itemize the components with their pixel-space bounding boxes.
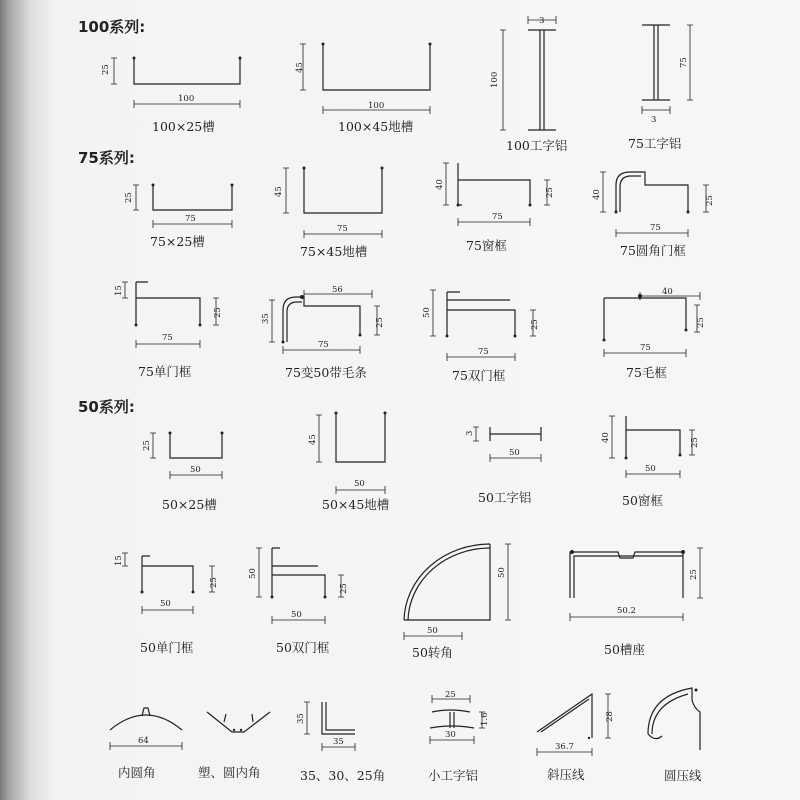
dim-label: 64 <box>138 736 149 746</box>
dim-label: 50 <box>354 479 365 489</box>
dim-label: 50 <box>645 464 656 474</box>
dim-label: 40 <box>592 189 602 200</box>
caption-50x45-floor-channel: 50×45地槽 <box>322 497 390 512</box>
profile-round-press-line <box>648 688 700 750</box>
profile-100x25-channel <box>111 57 242 109</box>
dim-label: 35 <box>261 313 271 324</box>
profile-75x25-channel <box>133 184 234 229</box>
dim-label: 75 <box>492 212 503 222</box>
dim-label: 3 <box>465 430 475 436</box>
dim-label: 75 <box>640 343 651 353</box>
dim-label: 75 <box>318 340 329 350</box>
dim-label: 45 <box>274 186 284 197</box>
dim-label: 40 <box>662 287 673 297</box>
caption-50-single-door-frame: 50单门框 <box>140 640 194 655</box>
dim-label: 36.7 <box>555 742 574 752</box>
dim-label: 75 <box>162 333 173 343</box>
dim-label: 25 <box>213 307 223 318</box>
dim-label: 25 <box>101 64 111 75</box>
dim-label: 75 <box>478 347 489 357</box>
dim-label: 25 <box>689 569 699 580</box>
caption-75x25-channel: 75×25槽 <box>150 234 205 249</box>
profile-75x45-floor-channel <box>283 167 384 239</box>
caption-35-30-25-angle: 35、30、25角 <box>300 768 386 783</box>
caption-50-window-frame: 50窗框 <box>622 493 663 508</box>
dim-label: 50 <box>190 465 201 475</box>
dim-label: 25 <box>696 317 706 328</box>
caption-75-to-50-brush-strip: 75变50带毛条 <box>285 365 367 380</box>
dim-label: 45 <box>295 62 305 73</box>
profile-diagonal-press-line <box>537 694 611 756</box>
dim-label: 25 <box>445 690 456 700</box>
dim-label: 25 <box>375 317 385 328</box>
caption-75-brush-frame: 75毛框 <box>626 365 667 380</box>
caption-small-i-beam: 小工字铝 <box>428 768 479 783</box>
dim-label: 30 <box>445 730 456 740</box>
dim-label: 100 <box>490 71 500 88</box>
dim-label: 1.6 <box>480 712 490 726</box>
dim-label: 25 <box>209 577 219 588</box>
dim-label: 50 <box>160 599 171 609</box>
profile-100x45-floor-channel <box>300 43 432 115</box>
profile-50x25-channel <box>150 432 224 480</box>
profile-50-corner <box>404 544 511 640</box>
profile-35-30-25-angle <box>304 702 355 751</box>
dim-label: 25 <box>530 319 540 330</box>
caption-75-single-door-frame: 75单门框 <box>138 364 192 379</box>
profile-50-channel-seat <box>570 548 703 621</box>
caption-plastic-round-inner-corner: 塑、圆内角 <box>198 765 261 780</box>
dim-label: 75 <box>185 214 196 224</box>
caption-50-corner: 50转角 <box>412 645 453 660</box>
dim-label: 25 <box>339 583 349 594</box>
dim-label: 25 <box>124 192 134 203</box>
profile-75-brush-frame <box>603 292 701 357</box>
caption-50-channel-seat: 50槽座 <box>604 642 645 657</box>
caption-75-rounded-door-frame: 75圆角门框 <box>620 243 686 258</box>
dim-label: 25 <box>545 187 555 198</box>
dim-label: 50 <box>427 626 438 636</box>
profile-plastic-round-inner-corner <box>207 712 270 732</box>
dim-label: 35 <box>333 737 344 747</box>
caption-100-i-beam: 100工字铝 <box>506 138 568 153</box>
dim-label: 50 <box>422 307 432 318</box>
dim-label: 25 <box>142 440 152 451</box>
dim-label: 56 <box>332 285 343 295</box>
caption-100x25-channel: 100×25槽 <box>152 119 215 134</box>
dim-label: 3 <box>539 16 545 26</box>
dim-label: 25 <box>690 437 700 448</box>
profile-50x45-floor-channel <box>316 412 387 495</box>
caption-50-i-beam: 50工字铝 <box>478 490 532 505</box>
dim-label: 15 <box>114 555 124 566</box>
caption-75x45-floor-channel: 75×45地槽 <box>300 244 368 259</box>
dim-label: 50 <box>509 448 520 458</box>
dim-label: 75 <box>650 223 661 233</box>
profile-75-i-beam <box>642 25 693 114</box>
section-50-series: 50系列: <box>78 398 135 416</box>
caption-round-press-line: 圆压线 <box>664 768 702 783</box>
dim-label: 50 <box>497 567 507 578</box>
caption-50-double-door-frame: 50双门框 <box>276 640 330 655</box>
dim-label: 28 <box>605 711 615 722</box>
caption-100x45-floor-channel: 100×45地槽 <box>338 119 414 134</box>
caption-diagonal-press-line: 斜压线 <box>547 767 585 782</box>
caption-50x25-channel: 50×25槽 <box>162 497 217 512</box>
dim-label: 40 <box>435 179 445 190</box>
dim-label: 75 <box>337 224 348 234</box>
dim-label: 35 <box>296 713 306 724</box>
caption-75-window-frame: 75窗框 <box>466 238 507 253</box>
dim-label: 50 <box>291 610 302 620</box>
dim-label: 25 <box>705 195 715 206</box>
caption-75-i-beam: 75工字铝 <box>628 136 682 151</box>
dim-label: 100 <box>368 101 385 111</box>
profile-100-i-beam <box>500 16 556 130</box>
dim-label: 15 <box>114 285 124 296</box>
caption-75-double-door-frame: 75双门框 <box>452 368 506 383</box>
dim-label: 45 <box>308 434 318 445</box>
section-75-series: 75系列: <box>78 149 135 167</box>
section-100-series: 100系列: <box>78 18 146 36</box>
dim-label: 50 <box>248 568 258 579</box>
profile-small-i-beam <box>430 695 485 744</box>
dim-label: 3 <box>651 115 657 125</box>
dim-label: 40 <box>601 432 611 443</box>
dim-label: 100 <box>178 94 195 104</box>
caption-inner-round-corner: 内圆角 <box>118 765 156 780</box>
profile-50-i-beam <box>473 427 541 462</box>
dim-label: 50.2 <box>617 606 636 616</box>
dim-label: 75 <box>679 57 689 68</box>
